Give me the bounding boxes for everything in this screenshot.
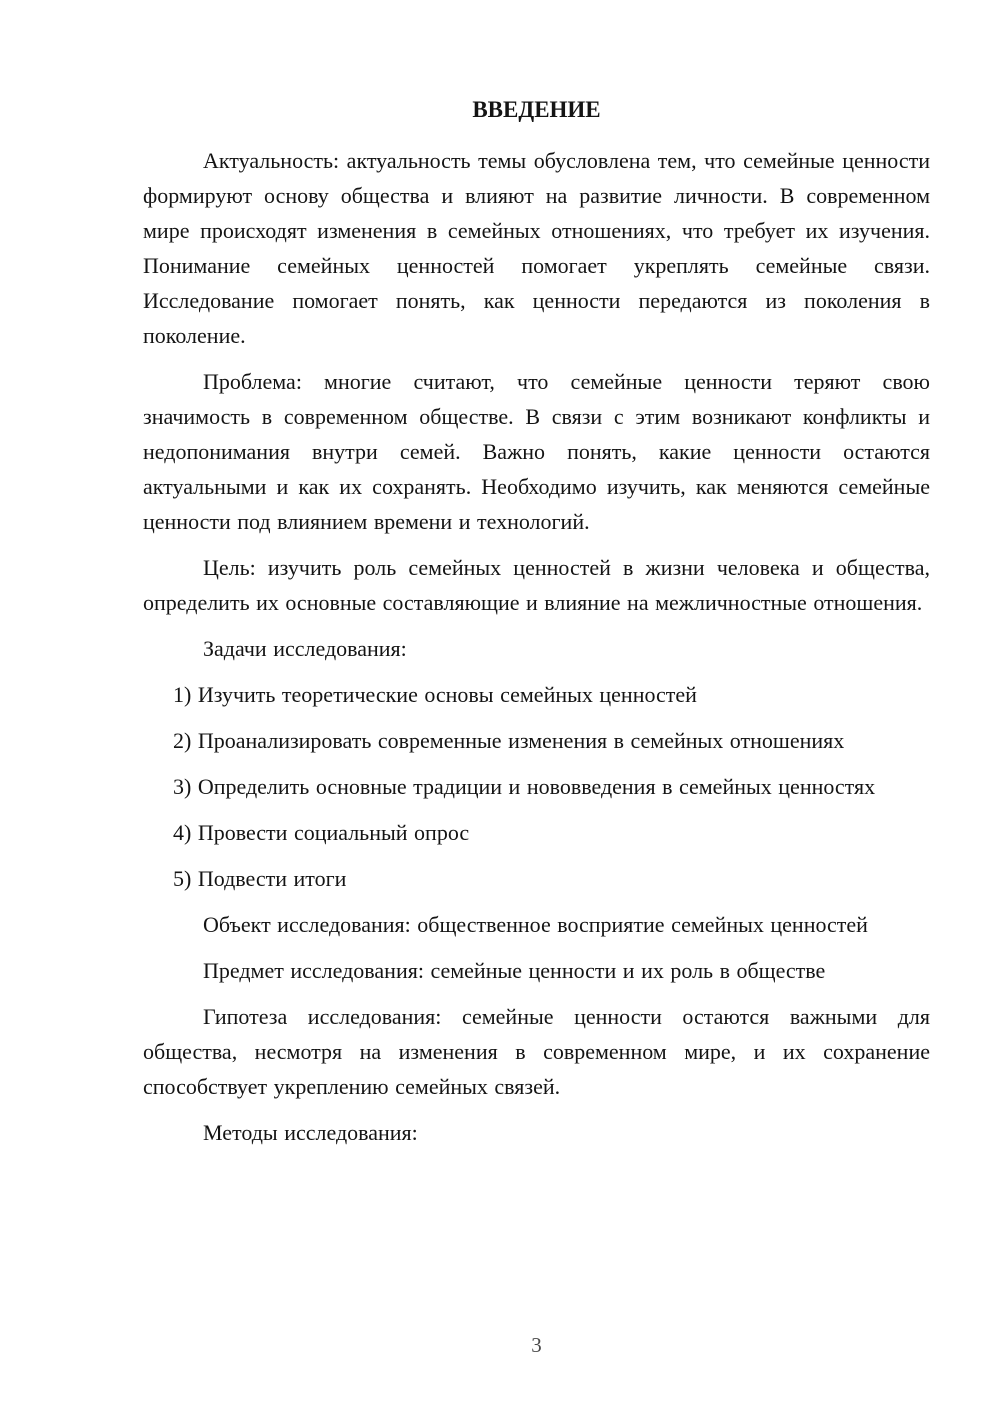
page-number: 3 — [531, 1333, 542, 1357]
list-item-task-2: 2) Проанализировать современные изменения в семейных отношениях — [173, 728, 845, 753]
paragraph-subject: Предмет исследования: семейные ценности и их роль в обществе — [203, 958, 826, 983]
list-item-task-5: 5) Подвести итоги — [173, 866, 347, 891]
list-item-task-1: 1) Изучить теоретические основы семейных ценностей — [173, 682, 697, 707]
paragraph-goal: Цель: изучить роль семейных ценностей в жизни человека и общества, определить их основные составляющие и влияние на межличностные отношения. — [143, 555, 930, 615]
list-item-task-3: 3) Определить основные традиции и нововведения в семейных ценностях — [173, 774, 876, 799]
paragraph-object: Объект исследования: общественное восприятие семейных ценностей — [203, 912, 868, 937]
page-title: ВВЕДЕНИЕ — [472, 97, 601, 122]
paragraph-tasks-heading: Задачи исследования: — [203, 636, 407, 661]
paragraph-methods-heading: Методы исследования: — [203, 1120, 418, 1145]
paragraph-relevance: Актуальность: актуальность темы обусловлена тем, что семейные ценности формируют основу общества и влияют на развитие личности. В современном мире происходят изменения в семейных отношениях, что требует их изучения. Понимание семейных ценностей помогает укреплять семейные связи. Исследование помогает понять, как ценности передаются из поколения в поколение. — [143, 148, 930, 348]
paragraph-problem: Проблема: многие считают, что семейные ценности теряют свою значимость в современном обществе. В связи с этим возникают конфликты и недопонимания внутри семей. Важно понять, какие ценности остаются актуальными и как их сохранять. Необходимо изучить, как меняются семейные ценности под влиянием времени и технологий. — [143, 369, 930, 534]
paragraph-hypothesis: Гипотеза исследования: семейные ценности остаются важными для общества, несмотря на изменения в современном мире, и их сохранение способствует укреплению семейных связей. — [143, 1004, 930, 1099]
list-item-task-4: 4) Провести социальный опрос — [173, 820, 470, 845]
